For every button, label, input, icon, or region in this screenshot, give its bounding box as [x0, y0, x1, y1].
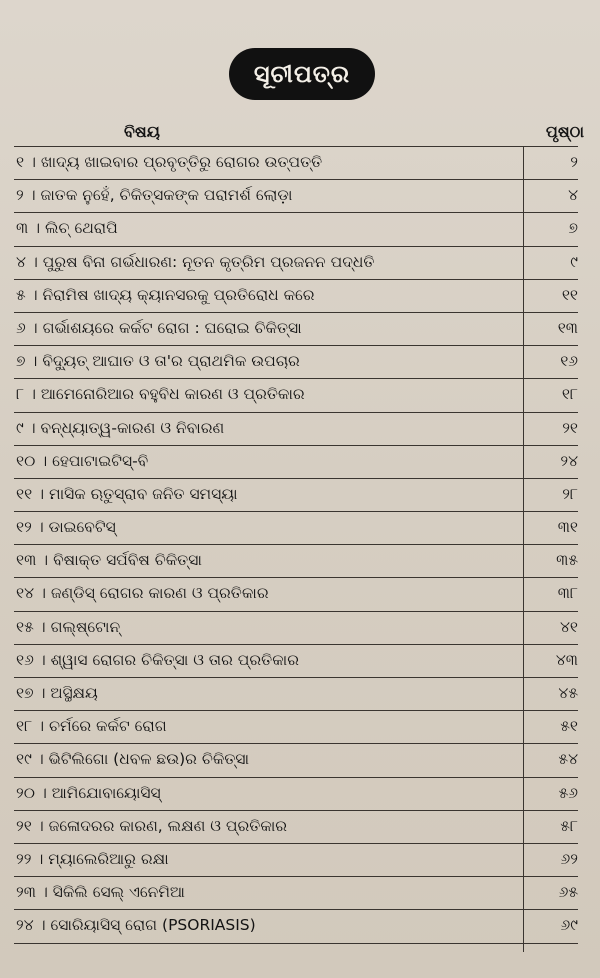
toc-page-number: ୪	[568, 186, 578, 205]
toc-page-number: ୧୧	[561, 285, 578, 304]
toc-row	[14, 479, 578, 512]
toc-list	[0, 146, 600, 944]
toc-row	[14, 280, 578, 313]
toc-row	[14, 678, 578, 711]
page-column-heading: ପୃଷ୍ଠା	[545, 122, 584, 141]
toc-row	[14, 744, 578, 777]
toc-entry: ୧୫ । ଗଲ୍‌ଷ୍ଟୋନ୍	[16, 617, 121, 636]
toc-page-number: ୫୮	[560, 816, 578, 835]
toc-row	[14, 446, 578, 479]
toc-entry: ୧୬ । ଶ୍ୱାସ ରୋଗର ଚିକିତ୍ସା ଓ ତାର ପ୍ରତିକାର	[16, 650, 299, 669]
toc-entry: ୨୪ । ସୋରିୟାସିସ୍ ରୋଗ (PSORIASIS)	[16, 916, 256, 935]
toc-page-number: ୩୧	[557, 518, 578, 537]
toc-page-number: ୪୩	[555, 650, 578, 669]
toc-page-number: ୨୪	[560, 451, 578, 470]
toc-row	[14, 213, 578, 246]
toc-page-number: ୨୧	[562, 418, 578, 437]
toc-header	[0, 118, 600, 148]
toc-entry: ୭ । ବିଦ୍ୟୁତ୍ ଆଘାତ ଓ ତା'ର ପ୍ରାଥମିକ ଉପଚାର	[16, 352, 300, 371]
toc-row	[14, 877, 578, 910]
toc-row	[14, 844, 578, 877]
page-title	[229, 48, 375, 100]
toc-page-number: ୭	[568, 219, 578, 238]
toc-page-number: ୪୧	[559, 617, 578, 636]
toc-entry: ୯ । ବନ୍ଧ୍ୟାତ୍ୱ-କାରଣ ଓ ନିବାରଣ	[16, 418, 225, 437]
toc-page-number: ୫୧	[560, 717, 578, 736]
toc-page-number: ୬୯	[560, 916, 578, 935]
page-title-text: ସୂଚୀପତ୍ର	[253, 60, 351, 88]
toc-entry: ୧୭ । ଅସ୍ଥିକ୍ଷୟ	[16, 684, 98, 702]
toc-row	[14, 645, 578, 678]
toc-entry: ୨୧ । ଜଳୋଦରର କାରଣ, ଲକ୍ଷଣ ଓ ପ୍ରତିକାର	[16, 816, 288, 835]
toc-page-number: ୧୩	[557, 318, 578, 337]
toc-row	[14, 612, 578, 645]
toc-page-number: ୬୫	[558, 883, 578, 902]
toc-row	[14, 379, 578, 412]
toc-entry: ୨ । ଜାତକ ନୁହେଁ, ଚିକିତ୍ସକଙ୍କ ପରାମର୍ଶ ଲୋଡ଼ା	[16, 186, 293, 205]
toc-entry: ୮ । ଆମେନୋରିଆର ବହୁବିଧ କାରଣ ଓ ପ୍ରତିକାର	[16, 385, 305, 404]
toc-row	[14, 811, 578, 844]
toc-entry: ୧୨ । ଡାଇବେଟିସ୍	[16, 518, 116, 537]
toc-page-number: ୫୪	[558, 750, 578, 769]
toc-row	[14, 313, 578, 346]
toc-page-number: ୪୫	[558, 684, 578, 702]
toc-row	[14, 346, 578, 379]
toc-page-number: ୨୮	[562, 484, 578, 503]
toc-entry: ୬ । ଗର୍ଭାଶୟରେ କର୍କଟ ରୋଗ : ଘରୋଇ ଚିକିତ୍ସା	[16, 318, 302, 337]
toc-entry: ୧୪ । ଜଣ୍ଡିସ୍ ରୋଗର କାରଣ ଓ ପ୍ରତିକାର	[16, 584, 269, 603]
toc-entry: ୫ । ନିରାମିଷ ଖାଦ୍ୟ କ୍ୟାନସରକୁ ପ୍ରତିରୋଧ କରେ	[16, 285, 315, 304]
toc-entry: ୧୦ । ହେପାଟାଇଟିସ୍-ବି	[16, 451, 149, 470]
toc-entry: ୨୦ । ଆମିଯୋବାୟୋସିସ୍	[16, 783, 161, 802]
toc-row	[14, 578, 578, 611]
toc-entry: ୧୮ । ଚର୍ମରେ କର୍କଟ ରୋଗ	[16, 717, 167, 736]
toc-page-number: ୩୮	[557, 584, 578, 603]
toc-row	[14, 247, 578, 280]
toc-page-number: ୩୫	[556, 551, 578, 570]
toc-row	[14, 180, 578, 213]
toc-row	[14, 910, 578, 943]
toc-entry: ୨୨ । ମ୍ୟାଲେରିଆରୁ ରକ୍ଷା	[16, 849, 169, 868]
toc-entry: ୧୧ । ମାସିକ ଋତୁସ୍ରାବ ଜନିତ ସମସ୍ୟା	[16, 484, 238, 503]
toc-page-number: ୧୬	[560, 352, 578, 371]
toc-page-number: ୨	[570, 153, 578, 171]
toc-entry: ୧୩ । ବିଷାକ୍ତ ସର୍ପବିଷ ଚିକିତ୍ସା	[16, 551, 202, 570]
toc-page-number: ୫୬	[558, 783, 578, 802]
toc-entry: ୧ । ଖାଦ୍ୟ ଖାଇବାର ପ୍ରବୃତ୍ତିରୁ ରୋଗର ଉତ୍ପତ୍ତି	[16, 153, 323, 171]
toc-row	[14, 545, 578, 578]
toc-entry: ୨୩ । ସିକିଲି ସେଲ୍ ଏନେମିଆ	[16, 883, 185, 902]
toc-page-number: ୬୨	[560, 849, 578, 868]
toc-page-number: ୯	[570, 252, 578, 271]
toc-row	[14, 512, 578, 545]
toc-page-number: ୧୮	[561, 385, 578, 404]
toc-entry: ୪ । ପୁରୁଷ ବିନା ଗର୍ଭଧାରଣ: ନୂତନ କୃତ୍ରିମ ପ୍ରଜନନ ପଦ୍ଧତି	[16, 252, 375, 271]
toc-row	[14, 413, 578, 446]
toc-row	[14, 711, 578, 744]
subject-column-heading: ବିଷୟ	[124, 122, 160, 141]
toc-entry: ୧୯ । ଭିଟିଲିଗୋ (ଧବଳ ଛଉ)ର ଚିକିତ୍ସା	[16, 750, 250, 769]
toc-entry: ୩ । ଲିଚ୍ ଥେରାପି	[16, 219, 118, 238]
toc-row	[14, 146, 578, 180]
toc-row	[14, 778, 578, 811]
